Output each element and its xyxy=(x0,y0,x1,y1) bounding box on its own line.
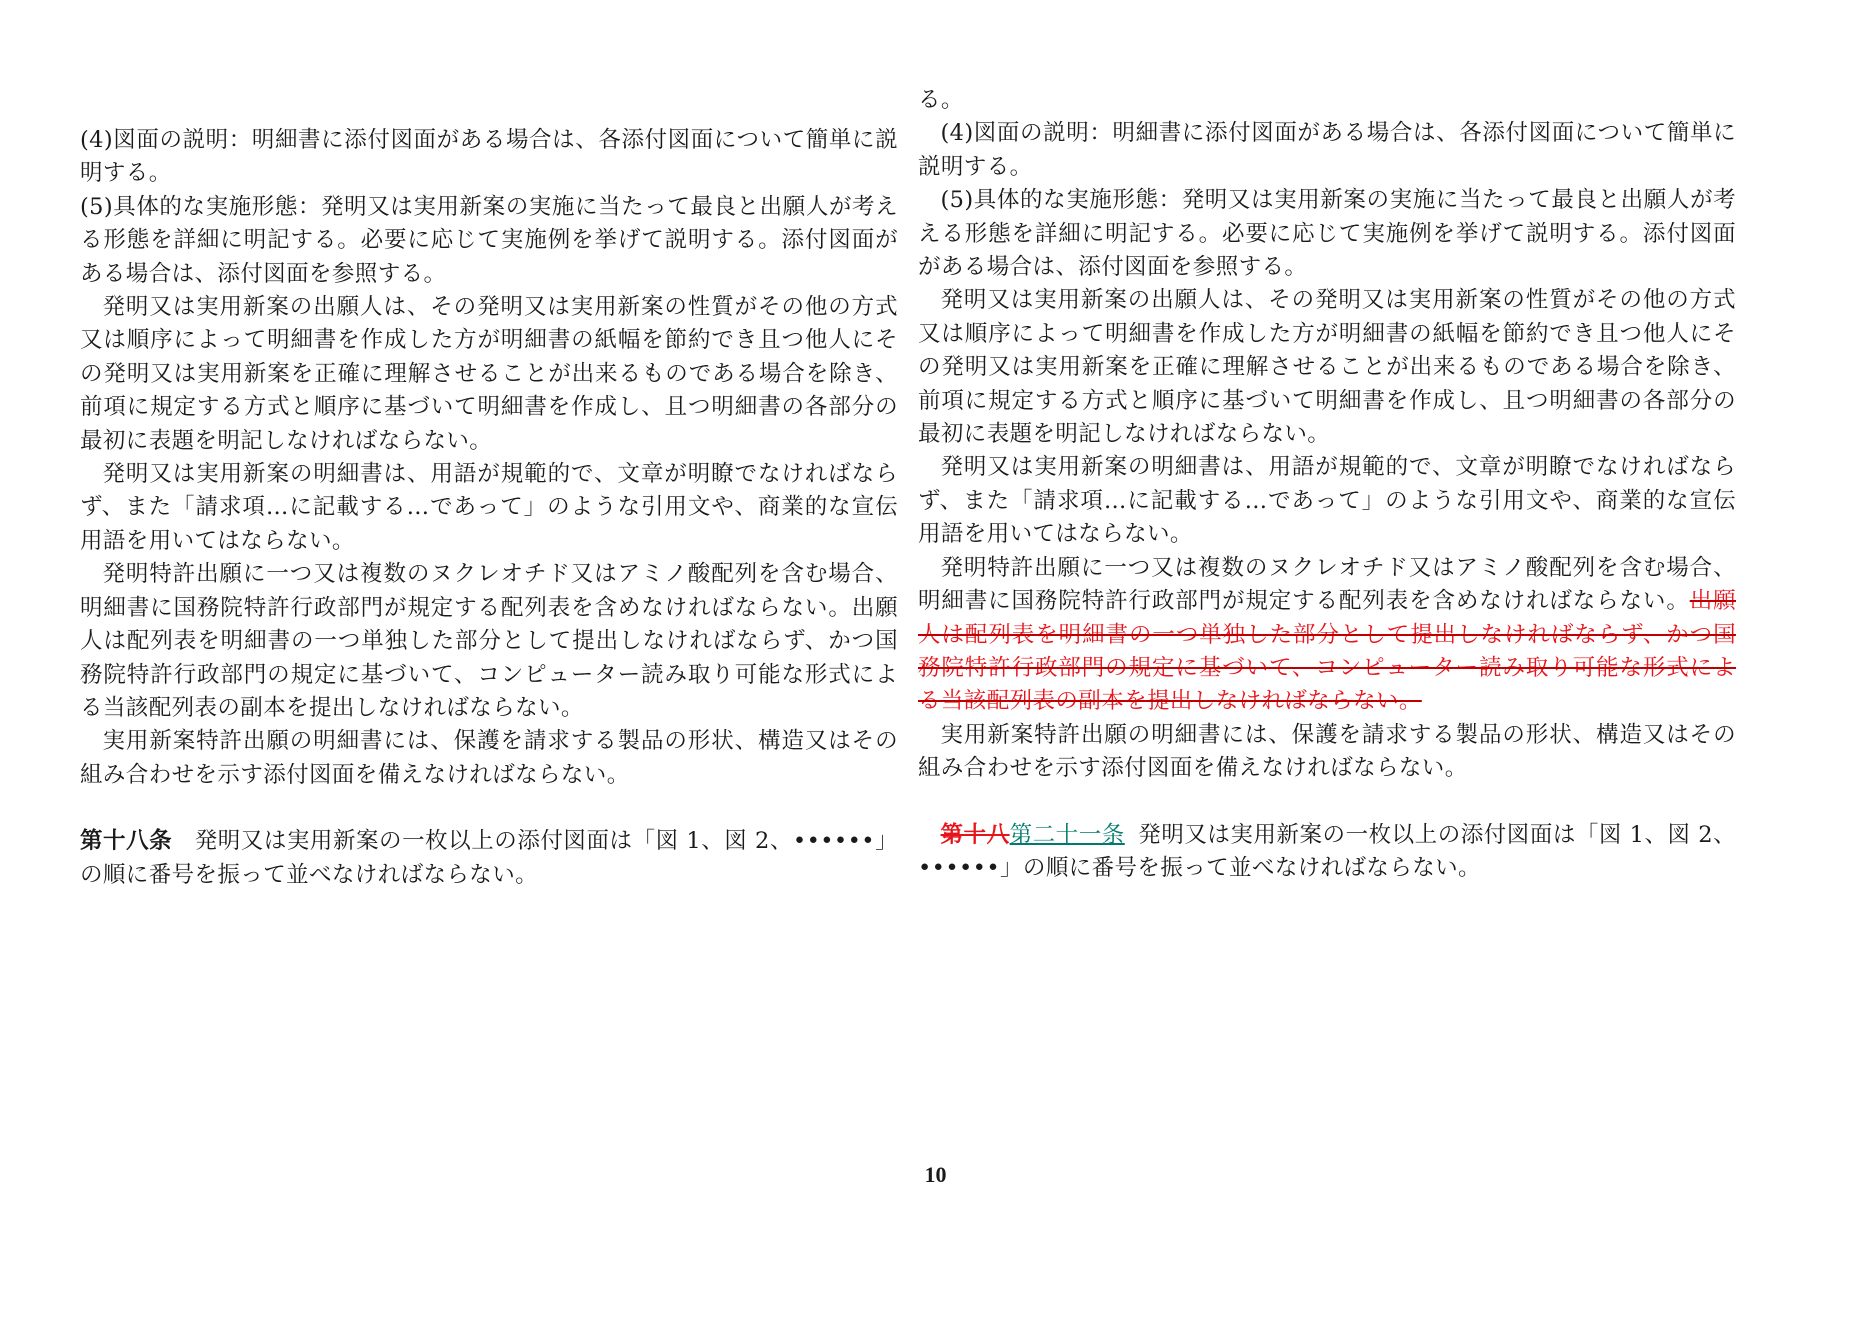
continuation-text: る。 xyxy=(918,87,964,113)
article-text: 発明又は実用新案の一枚以上の添付図面は「図 1、図 2、••••••」の順に番号を振って並べなければならない。 xyxy=(918,821,1736,881)
paragraph-utility-model-drawings: 実用新案特許出願の明細書には、保護を請求する製品の形状、構造又はその組み合わせを示す添付図面を備えなければならない。 xyxy=(918,721,1736,782)
article-text: 発明又は実用新案の一枚以上の添付図面は「図 1、図 2、••••••」の順に番号を振って並べなければならない。 xyxy=(80,828,898,888)
paragraph-specification-format: 発明又は実用新案の出願人は、その発明又は実用新案の性質がその他の方式又は順序によって明細書を作成した方が明細書の紙幅を節約でき且つ他人にその発明又は実用新案を正確に理解させることが出来るものである場合を除き、前項に規定する方式と順序に基づいて明細書を作成し、且つ明細書の各部分の最初に表題を明記しなければならない。 xyxy=(918,287,1736,448)
paragraph-drawing-description: (4)図面の説明：明細書に添付図面がある場合は、各添付図面について簡単に説明する。 xyxy=(80,127,898,187)
paragraph-embodiment: (5)具体的な実施形態：発明又は実用新案の実施に当たって最良と出願人が考える形態を詳細に明記する。必要に応じて実施例を挙げて説明する。添付図面がある場合は、添付図面を参照する。 xyxy=(918,187,1736,281)
paragraph-drawing-description: (4)図面の説明：明細書に添付図面がある場合は、各添付図面について簡単に説明する。 xyxy=(918,120,1736,180)
paragraph-embodiment: (5)具体的な実施形態：発明又は実用新案の実施に当たって最良と出願人が考える形態を詳細に明記する。必要に応じて実施例を挙げて説明する。添付図面がある場合は、添付図面を参照する。 xyxy=(80,193,898,287)
article-18 xyxy=(80,825,898,892)
paragraph-terminology: 発明又は実用新案の明細書は、用語が規範的で、文章が明瞭でなければならず、また「請求項…に記載する…であって」のような引用文や、商業的な宣伝用語を用いてはならない。 xyxy=(80,461,898,554)
page-number: 10 xyxy=(924,1162,947,1187)
article-number: 第十八条 xyxy=(80,828,173,855)
deleted-article-number: 第十八 xyxy=(940,821,1010,848)
article-21 xyxy=(918,819,1736,886)
paragraph-sequence-listing xyxy=(918,552,1736,719)
retained-text: 発明特許出願に一つ又は複数のヌクレオチド又はアミノ酸配列を含む場合、明細書に国務院特許行政部門が規定する配列表を含めなければならない。 xyxy=(918,554,1736,615)
amended-text-column xyxy=(918,84,1736,885)
paragraph-sequence-listing: 発明特許出願に一つ又は複数のヌクレオチド又はアミノ酸配列を含む場合、明細書に国務院特許行政部門が規定する配列表を含めなければならない。出願人は配列表を明細書の一つ単独した部分として提出しなければならず、かつ国務院特許行政部門の規定に基づいて、コンピューター読み取り可能な形式による当該配列表の副本を提出しなければならない。 xyxy=(80,561,898,721)
paragraph-specification-format: 発明又は実用新案の出願人は、その発明又は実用新案の性質がその他の方式又は順序によって明細書を作成した方が明細書の紙幅を節約でき且つ他人にその発明又は実用新案を正確に理解させることが出来るものである場合を除き、前項に規定する方式と順序に基づいて明細書を作成し、且つ明細書の各部分の最初に表題を明記しなければならない。 xyxy=(80,294,898,454)
original-text-column xyxy=(80,124,898,892)
paragraph-utility-model-drawings: 実用新案特許出願の明細書には、保護を請求する製品の形状、構造又はその組み合わせを示す添付図面を備えなければならない。 xyxy=(80,728,898,788)
deleted-text: 出願人は配列表を明細書の一つ単独した部分として提出しなければならず、かつ国務院特許行政部門の規定に基づいて、コンピューター読み取り可能な形式による当該配列表の副本を提出しなければならない。 xyxy=(918,588,1736,715)
inserted-article-number: 第二十一条 xyxy=(1009,821,1125,848)
paragraph-terminology: 発明又は実用新案の明細書は、用語が規範的で、文章が明瞭でなければならず、また「請求項…に記載する…であって」のような引用文や、商業的な宣伝用語を用いてはならない。 xyxy=(918,454,1736,548)
